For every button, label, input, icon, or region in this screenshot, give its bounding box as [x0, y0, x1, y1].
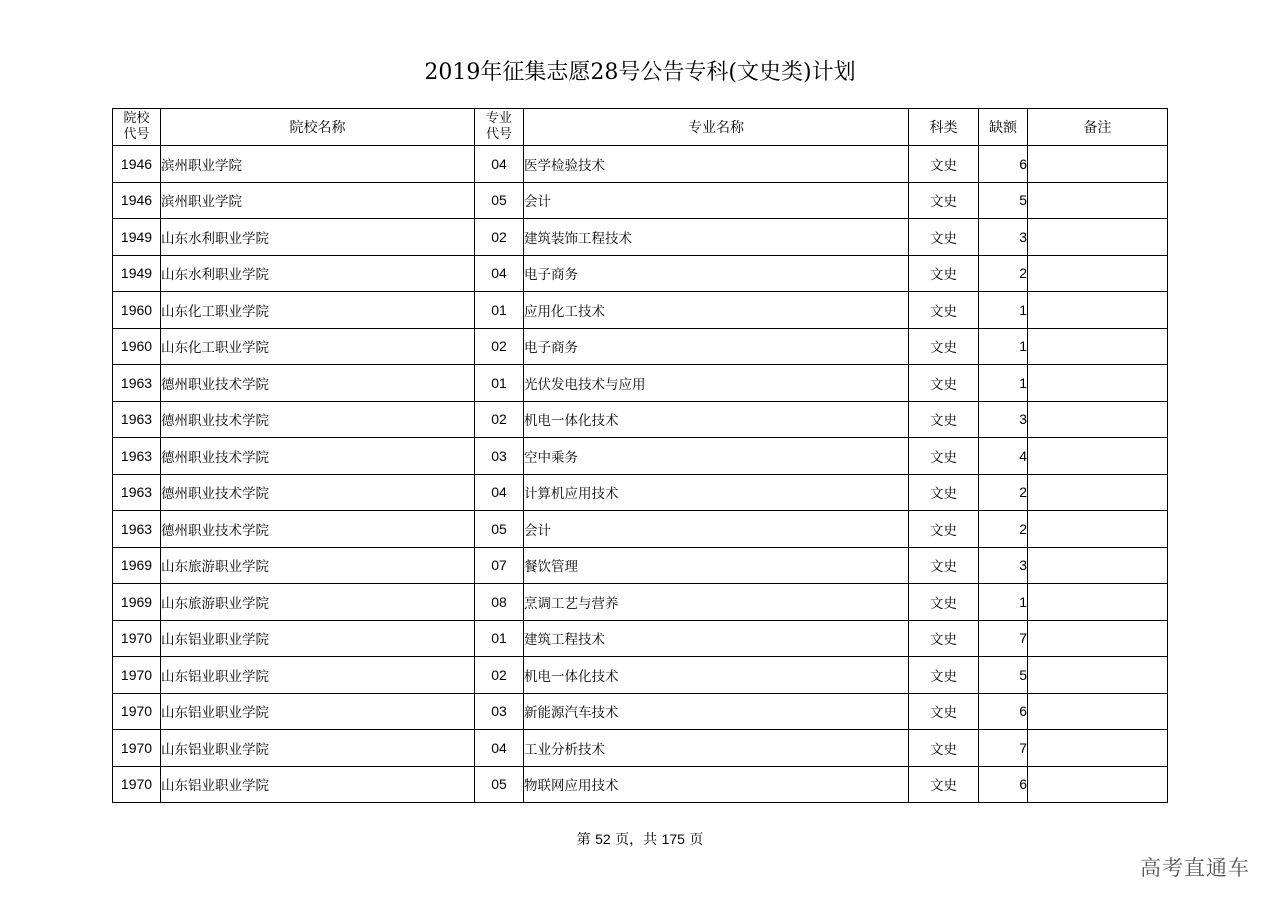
cell-major-code: 01: [475, 620, 524, 657]
cell-note: [1028, 292, 1168, 329]
cell-school-name: 滨州职业学院: [161, 146, 475, 183]
cell-school-name: 山东铝业职业学院: [161, 730, 475, 767]
cell-major-code: 02: [475, 328, 524, 365]
header-school-name: 院校名称: [161, 109, 475, 146]
cell-major-name: 应用化工技术: [524, 292, 909, 329]
cell-category: 文史: [909, 255, 979, 292]
cell-major-name: 会计: [524, 182, 909, 219]
cell-note: [1028, 255, 1168, 292]
cell-school-code: 1960: [113, 328, 161, 365]
cell-school-name: 德州职业技术学院: [161, 474, 475, 511]
cell-quota: 2: [979, 474, 1028, 511]
cell-school-code: 1949: [113, 219, 161, 256]
header-major-name: 专业名称: [524, 109, 909, 146]
cell-quota: 6: [979, 693, 1028, 730]
cell-major-name: 建筑装饰工程技术: [524, 219, 909, 256]
cell-school-name: 山东水利职业学院: [161, 219, 475, 256]
cell-major-code: 08: [475, 584, 524, 621]
header-quota: 缺额: [979, 109, 1028, 146]
table-header-row: [113, 109, 1168, 146]
enrollment-plan-table: [112, 108, 1168, 803]
cell-school-code: 1963: [113, 365, 161, 402]
cell-note: [1028, 146, 1168, 183]
cell-major-name: 新能源汽车技术: [524, 693, 909, 730]
cell-quota: 7: [979, 730, 1028, 767]
table-row: [113, 401, 1168, 438]
cell-category: 文史: [909, 182, 979, 219]
cell-category: 文史: [909, 693, 979, 730]
cell-major-code: 04: [475, 255, 524, 292]
cell-note: [1028, 730, 1168, 767]
cell-school-code: 1963: [113, 438, 161, 475]
cell-quota: 6: [979, 766, 1028, 803]
cell-major-name: 烹调工艺与营养: [524, 584, 909, 621]
footer-page-number: 52: [595, 831, 611, 847]
cell-school-code: 1960: [113, 292, 161, 329]
table-row: [113, 620, 1168, 657]
table-row: [113, 292, 1168, 329]
cell-quota: 1: [979, 365, 1028, 402]
cell-major-name: 光伏发电技术与应用: [524, 365, 909, 402]
cell-category: 文史: [909, 401, 979, 438]
cell-school-code: 1970: [113, 730, 161, 767]
cell-school-code: 1970: [113, 766, 161, 803]
cell-major-name: 建筑工程技术: [524, 620, 909, 657]
cell-major-name: 医学检验技术: [524, 146, 909, 183]
cell-note: [1028, 365, 1168, 402]
cell-quota: 3: [979, 401, 1028, 438]
cell-note: [1028, 474, 1168, 511]
cell-note: [1028, 182, 1168, 219]
cell-quota: 2: [979, 511, 1028, 548]
cell-major-name: 餐饮管理: [524, 547, 909, 584]
cell-note: [1028, 766, 1168, 803]
cell-category: 文史: [909, 292, 979, 329]
cell-quota: 1: [979, 584, 1028, 621]
cell-category: 文史: [909, 766, 979, 803]
cell-school-code: 1963: [113, 401, 161, 438]
cell-category: 文史: [909, 584, 979, 621]
table-row: [113, 365, 1168, 402]
cell-major-code: 04: [475, 474, 524, 511]
cell-school-code: 1963: [113, 511, 161, 548]
cell-quota: 1: [979, 292, 1028, 329]
cell-school-name: 山东化工职业学院: [161, 292, 475, 329]
cell-quota: 2: [979, 255, 1028, 292]
page-footer: [0, 829, 1280, 849]
cell-category: 文史: [909, 547, 979, 584]
watermark-text: 高考直通车: [1140, 856, 1250, 880]
table-row: [113, 657, 1168, 694]
cell-major-code: 03: [475, 438, 524, 475]
cell-school-code: 1946: [113, 182, 161, 219]
cell-category: 文史: [909, 438, 979, 475]
cell-quota: 3: [979, 219, 1028, 256]
cell-category: 文史: [909, 730, 979, 767]
table-body: [113, 146, 1168, 803]
cell-school-code: 1946: [113, 146, 161, 183]
cell-school-name: 德州职业技术学院: [161, 438, 475, 475]
table-row: [113, 182, 1168, 219]
cell-category: 文史: [909, 511, 979, 548]
footer-middle: 页，共: [615, 832, 658, 848]
cell-school-name: 山东化工职业学院: [161, 328, 475, 365]
cell-major-code: 05: [475, 511, 524, 548]
cell-school-name: 德州职业技术学院: [161, 511, 475, 548]
cell-school-name: 德州职业技术学院: [161, 365, 475, 402]
cell-note: [1028, 657, 1168, 694]
cell-major-name: 机电一体化技术: [524, 657, 909, 694]
cell-school-code: 1969: [113, 584, 161, 621]
cell-major-code: 01: [475, 365, 524, 402]
table-row: [113, 693, 1168, 730]
cell-school-name: 山东旅游职业学院: [161, 547, 475, 584]
table-row: [113, 547, 1168, 584]
cell-note: [1028, 328, 1168, 365]
cell-school-name: 滨州职业学院: [161, 182, 475, 219]
table-row: [113, 730, 1168, 767]
cell-note: [1028, 620, 1168, 657]
footer-prefix: 第: [576, 832, 591, 848]
cell-quota: 6: [979, 146, 1028, 183]
cell-quota: 1: [979, 328, 1028, 365]
cell-note: [1028, 547, 1168, 584]
cell-major-code: 02: [475, 401, 524, 438]
cell-category: 文史: [909, 657, 979, 694]
cell-major-code: 03: [475, 693, 524, 730]
cell-school-name: 山东铝业职业学院: [161, 657, 475, 694]
cell-school-code: 1970: [113, 620, 161, 657]
cell-school-code: 1970: [113, 657, 161, 694]
cell-category: 文史: [909, 328, 979, 365]
cell-major-code: 05: [475, 766, 524, 803]
header-note: 备注: [1028, 109, 1168, 146]
cell-school-code: 1963: [113, 474, 161, 511]
table-row: [113, 584, 1168, 621]
cell-major-name: 工业分析技术: [524, 730, 909, 767]
cell-quota: 4: [979, 438, 1028, 475]
cell-note: [1028, 219, 1168, 256]
cell-category: 文史: [909, 474, 979, 511]
cell-quota: 5: [979, 182, 1028, 219]
cell-school-name: 山东水利职业学院: [161, 255, 475, 292]
cell-category: 文史: [909, 219, 979, 256]
cell-major-name: 会计: [524, 511, 909, 548]
table-row: [113, 328, 1168, 365]
cell-major-name: 计算机应用技术: [524, 474, 909, 511]
footer-suffix: 页: [689, 832, 704, 848]
cell-school-name: 山东铝业职业学院: [161, 766, 475, 803]
cell-major-name: 物联网应用技术: [524, 766, 909, 803]
table-row: [113, 438, 1168, 475]
cell-major-name: 电子商务: [524, 328, 909, 365]
cell-school-name: 山东铝业职业学院: [161, 693, 475, 730]
cell-major-code: 02: [475, 657, 524, 694]
cell-note: [1028, 693, 1168, 730]
header-category: 科类: [909, 109, 979, 146]
cell-major-code: 07: [475, 547, 524, 584]
footer-total-pages: 175: [661, 831, 685, 847]
cell-quota: 7: [979, 620, 1028, 657]
table-row: [113, 255, 1168, 292]
cell-major-code: 05: [475, 182, 524, 219]
cell-quota: 5: [979, 657, 1028, 694]
document-title: 2019年征集志愿28号公告专科(文史类)计划: [424, 60, 856, 85]
cell-school-code: 1970: [113, 693, 161, 730]
cell-note: [1028, 438, 1168, 475]
table-row: [113, 766, 1168, 803]
cell-school-name: 德州职业技术学院: [161, 401, 475, 438]
cell-major-code: 01: [475, 292, 524, 329]
header-school-code: 院校 代号: [113, 109, 161, 146]
cell-major-code: 04: [475, 730, 524, 767]
cell-major-name: 电子商务: [524, 255, 909, 292]
table-row: [113, 511, 1168, 548]
table-row: [113, 146, 1168, 183]
cell-quota: 3: [979, 547, 1028, 584]
cell-note: [1028, 584, 1168, 621]
cell-school-name: 山东旅游职业学院: [161, 584, 475, 621]
cell-major-code: 04: [475, 146, 524, 183]
cell-note: [1028, 511, 1168, 548]
cell-category: 文史: [909, 365, 979, 402]
header-major-code: 专业 代号: [475, 109, 524, 146]
cell-major-name: 空中乘务: [524, 438, 909, 475]
table-row: [113, 219, 1168, 256]
cell-category: 文史: [909, 146, 979, 183]
cell-major-name: 机电一体化技术: [524, 401, 909, 438]
cell-major-code: 02: [475, 219, 524, 256]
cell-school-code: 1969: [113, 547, 161, 584]
cell-school-name: 山东铝业职业学院: [161, 620, 475, 657]
cell-school-code: 1949: [113, 255, 161, 292]
cell-category: 文史: [909, 620, 979, 657]
cell-note: [1028, 401, 1168, 438]
table-row: [113, 474, 1168, 511]
